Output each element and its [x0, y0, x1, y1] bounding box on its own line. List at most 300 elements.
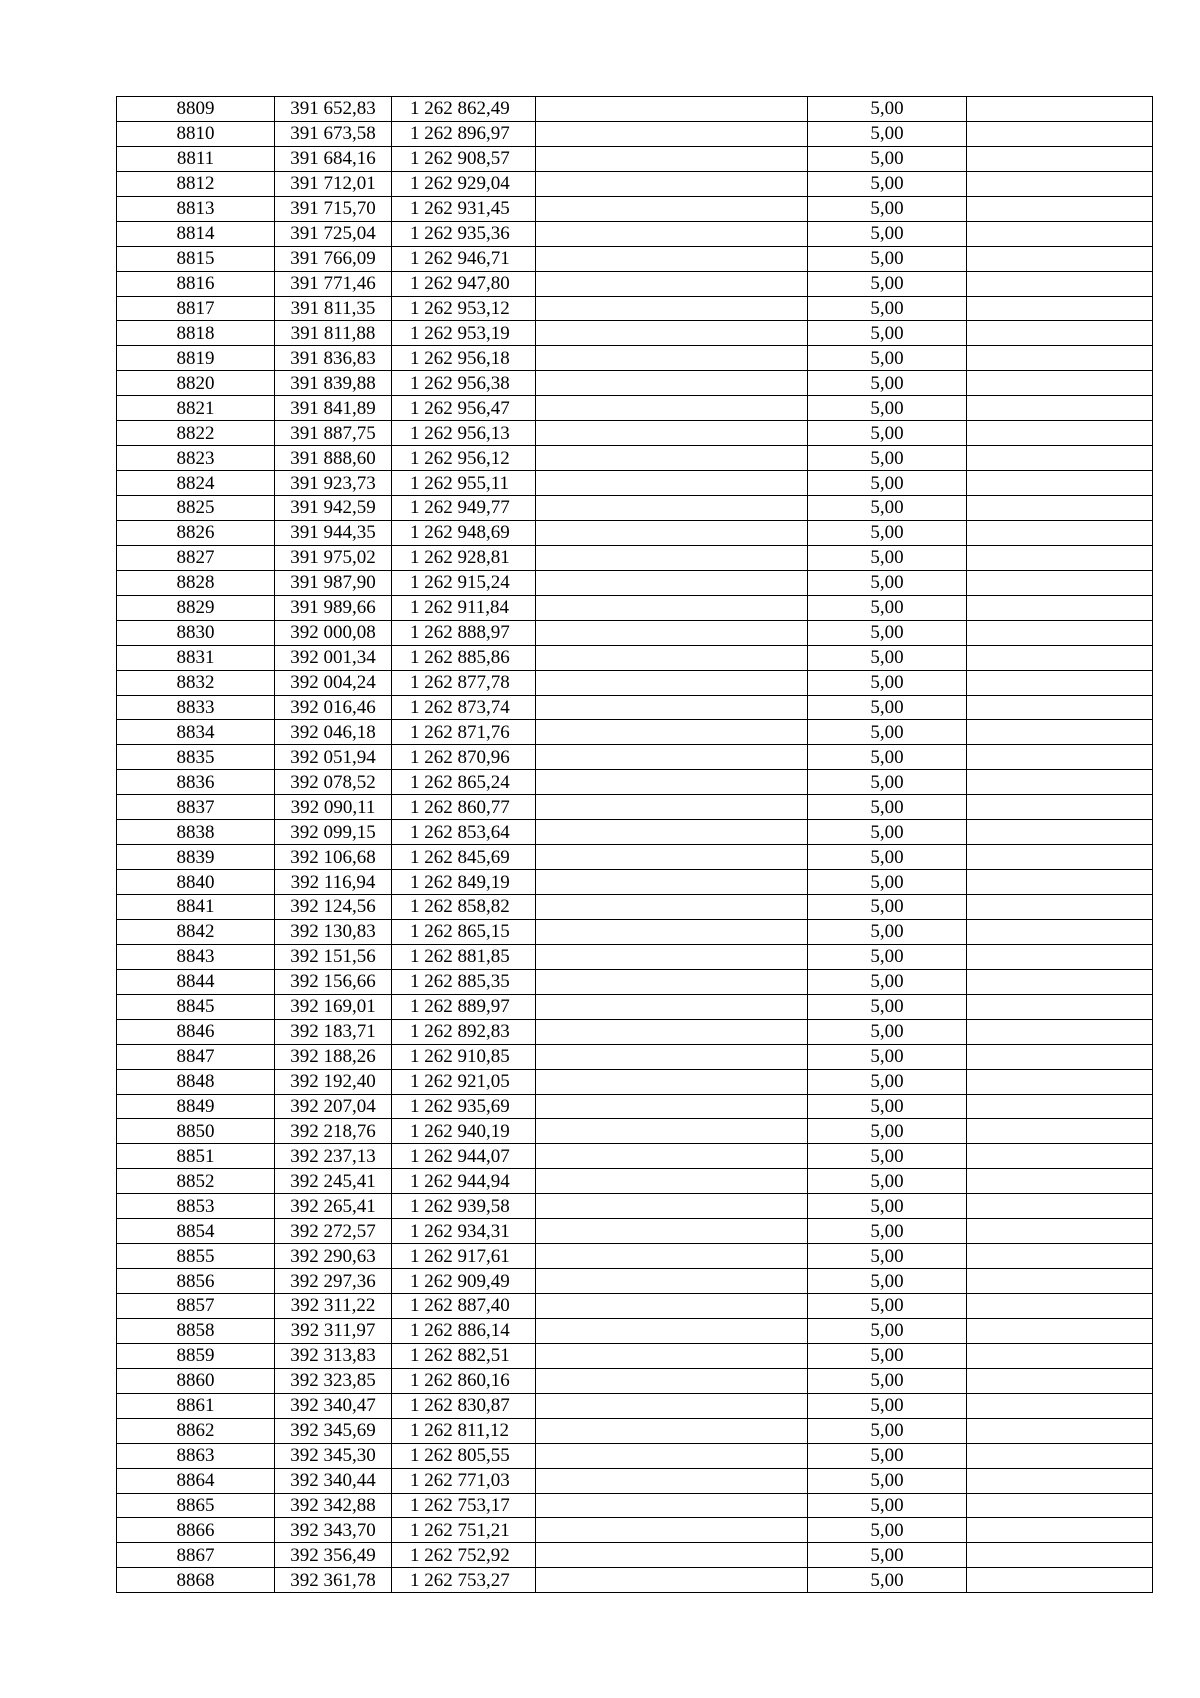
- point-number-cell: 8818: [117, 321, 275, 346]
- empty-cell: [536, 595, 808, 620]
- x-coordinate-cell: 391 766,09: [275, 246, 392, 271]
- empty-cell: [967, 1393, 1153, 1418]
- y-coordinate-cell: 1 262 751,21: [392, 1518, 536, 1543]
- table-row: [117, 1543, 1153, 1568]
- point-number-cell: 8831: [117, 645, 275, 670]
- x-coordinate-cell: 392 000,08: [275, 620, 392, 645]
- y-coordinate-cell: 1 262 953,12: [392, 296, 536, 321]
- x-coordinate-cell: 392 356,49: [275, 1543, 392, 1568]
- point-number-cell: 8852: [117, 1169, 275, 1194]
- point-number-cell: 8835: [117, 745, 275, 770]
- table-row: [117, 146, 1153, 171]
- point-number-cell: 8817: [117, 296, 275, 321]
- empty-cell: [967, 994, 1153, 1019]
- x-coordinate-cell: 391 888,60: [275, 446, 392, 471]
- empty-cell: [536, 895, 808, 920]
- y-coordinate-cell: 1 262 910,85: [392, 1044, 536, 1069]
- value-cell: 5,00: [808, 994, 967, 1019]
- value-cell: 5,00: [808, 969, 967, 994]
- value-cell: 5,00: [808, 346, 967, 371]
- x-coordinate-cell: 392 046,18: [275, 720, 392, 745]
- y-coordinate-cell: 1 262 885,35: [392, 969, 536, 994]
- empty-cell: [967, 595, 1153, 620]
- empty-cell: [967, 1144, 1153, 1169]
- empty-cell: [967, 446, 1153, 471]
- value-cell: 5,00: [808, 1169, 967, 1194]
- value-cell: 5,00: [808, 296, 967, 321]
- empty-cell: [536, 845, 808, 870]
- point-number-cell: 8813: [117, 196, 275, 221]
- x-coordinate-cell: 392 207,04: [275, 1094, 392, 1119]
- empty-cell: [967, 496, 1153, 521]
- empty-cell: [967, 1543, 1153, 1568]
- empty-cell: [967, 1518, 1153, 1543]
- table-row: [117, 969, 1153, 994]
- value-cell: 5,00: [808, 895, 967, 920]
- empty-cell: [536, 1343, 808, 1368]
- value-cell: 5,00: [808, 595, 967, 620]
- x-coordinate-cell: 391 989,66: [275, 595, 392, 620]
- value-cell: 5,00: [808, 146, 967, 171]
- value-cell: 5,00: [808, 321, 967, 346]
- table-row: [117, 545, 1153, 570]
- value-cell: 5,00: [808, 371, 967, 396]
- empty-cell: [536, 1368, 808, 1393]
- point-number-cell: 8862: [117, 1418, 275, 1443]
- value-cell: 5,00: [808, 944, 967, 969]
- x-coordinate-cell: 391 944,35: [275, 520, 392, 545]
- point-number-cell: 8845: [117, 994, 275, 1019]
- y-coordinate-cell: 1 262 862,49: [392, 97, 536, 122]
- table-body: [117, 97, 1153, 1593]
- value-cell: 5,00: [808, 1368, 967, 1393]
- table-row: [117, 1343, 1153, 1368]
- table-row: [117, 695, 1153, 720]
- value-cell: 5,00: [808, 745, 967, 770]
- value-cell: 5,00: [808, 1418, 967, 1443]
- y-coordinate-cell: 1 262 865,24: [392, 770, 536, 795]
- table-row: [117, 845, 1153, 870]
- y-coordinate-cell: 1 262 805,55: [392, 1443, 536, 1468]
- empty-cell: [967, 1019, 1153, 1044]
- point-number-cell: 8854: [117, 1219, 275, 1244]
- empty-cell: [967, 196, 1153, 221]
- x-coordinate-cell: 391 942,59: [275, 496, 392, 521]
- x-coordinate-cell: 391 923,73: [275, 471, 392, 496]
- table-row: [117, 321, 1153, 346]
- value-cell: 5,00: [808, 1518, 967, 1543]
- empty-cell: [967, 1119, 1153, 1144]
- empty-cell: [536, 371, 808, 396]
- y-coordinate-cell: 1 262 934,31: [392, 1219, 536, 1244]
- empty-cell: [536, 121, 808, 146]
- point-number-cell: 8821: [117, 396, 275, 421]
- point-number-cell: 8847: [117, 1044, 275, 1069]
- x-coordinate-cell: 392 188,26: [275, 1044, 392, 1069]
- value-cell: 5,00: [808, 1119, 967, 1144]
- table-row: [117, 1119, 1153, 1144]
- table-row: [117, 919, 1153, 944]
- value-cell: 5,00: [808, 246, 967, 271]
- y-coordinate-cell: 1 262 881,85: [392, 944, 536, 969]
- empty-cell: [536, 795, 808, 820]
- table-row: [117, 620, 1153, 645]
- empty-cell: [967, 1294, 1153, 1319]
- table-row: [117, 1219, 1153, 1244]
- y-coordinate-cell: 1 262 948,69: [392, 520, 536, 545]
- x-coordinate-cell: 392 237,13: [275, 1144, 392, 1169]
- x-coordinate-cell: 392 016,46: [275, 695, 392, 720]
- x-coordinate-cell: 392 151,56: [275, 944, 392, 969]
- table-row: [117, 1318, 1153, 1343]
- point-number-cell: 8856: [117, 1269, 275, 1294]
- x-coordinate-cell: 392 311,22: [275, 1294, 392, 1319]
- empty-cell: [967, 520, 1153, 545]
- value-cell: 5,00: [808, 670, 967, 695]
- x-coordinate-cell: 392 340,47: [275, 1393, 392, 1418]
- empty-cell: [536, 171, 808, 196]
- point-number-cell: 8838: [117, 820, 275, 845]
- value-cell: 5,00: [808, 795, 967, 820]
- x-coordinate-cell: 391 715,70: [275, 196, 392, 221]
- x-coordinate-cell: 392 272,57: [275, 1219, 392, 1244]
- x-coordinate-cell: 391 836,83: [275, 346, 392, 371]
- y-coordinate-cell: 1 262 956,38: [392, 371, 536, 396]
- x-coordinate-cell: 392 343,70: [275, 1518, 392, 1543]
- value-cell: 5,00: [808, 1568, 967, 1593]
- point-number-cell: 8839: [117, 845, 275, 870]
- x-coordinate-cell: 391 841,89: [275, 396, 392, 421]
- table-row: [117, 1169, 1153, 1194]
- point-number-cell: 8850: [117, 1119, 275, 1144]
- table-row: [117, 795, 1153, 820]
- x-coordinate-cell: 392 090,11: [275, 795, 392, 820]
- empty-cell: [536, 745, 808, 770]
- x-coordinate-cell: 392 169,01: [275, 994, 392, 1019]
- y-coordinate-cell: 1 262 853,64: [392, 820, 536, 845]
- table-row: [117, 1144, 1153, 1169]
- empty-cell: [536, 1393, 808, 1418]
- empty-cell: [967, 1044, 1153, 1069]
- x-coordinate-cell: 392 183,71: [275, 1019, 392, 1044]
- table-row: [117, 1468, 1153, 1493]
- table-row: [117, 870, 1153, 895]
- point-number-cell: 8855: [117, 1244, 275, 1269]
- empty-cell: [967, 1194, 1153, 1219]
- value-cell: 5,00: [808, 1393, 967, 1418]
- empty-cell: [967, 396, 1153, 421]
- value-cell: 5,00: [808, 1269, 967, 1294]
- x-coordinate-cell: 392 265,41: [275, 1194, 392, 1219]
- x-coordinate-cell: 392 106,68: [275, 845, 392, 870]
- value-cell: 5,00: [808, 396, 967, 421]
- empty-cell: [967, 1244, 1153, 1269]
- empty-cell: [536, 346, 808, 371]
- y-coordinate-cell: 1 262 860,77: [392, 795, 536, 820]
- point-number-cell: 8846: [117, 1019, 275, 1044]
- x-coordinate-cell: 391 839,88: [275, 371, 392, 396]
- empty-cell: [967, 720, 1153, 745]
- empty-cell: [536, 396, 808, 421]
- point-number-cell: 8833: [117, 695, 275, 720]
- y-coordinate-cell: 1 262 940,19: [392, 1119, 536, 1144]
- empty-cell: [967, 645, 1153, 670]
- table-row: [117, 1019, 1153, 1044]
- table-row: [117, 745, 1153, 770]
- y-coordinate-cell: 1 262 935,69: [392, 1094, 536, 1119]
- point-number-cell: 8851: [117, 1144, 275, 1169]
- empty-cell: [536, 1269, 808, 1294]
- x-coordinate-cell: 392 313,83: [275, 1343, 392, 1368]
- point-number-cell: 8828: [117, 570, 275, 595]
- value-cell: 5,00: [808, 471, 967, 496]
- x-coordinate-cell: 391 652,83: [275, 97, 392, 122]
- empty-cell: [967, 221, 1153, 246]
- point-number-cell: 8826: [117, 520, 275, 545]
- y-coordinate-cell: 1 262 911,84: [392, 595, 536, 620]
- empty-cell: [967, 670, 1153, 695]
- x-coordinate-cell: 391 771,46: [275, 271, 392, 296]
- empty-cell: [536, 97, 808, 122]
- table-row: [117, 1568, 1153, 1593]
- empty-cell: [967, 321, 1153, 346]
- value-cell: 5,00: [808, 1343, 967, 1368]
- y-coordinate-cell: 1 262 929,04: [392, 171, 536, 196]
- y-coordinate-cell: 1 262 771,03: [392, 1468, 536, 1493]
- table-row: [117, 371, 1153, 396]
- point-number-cell: 8811: [117, 146, 275, 171]
- x-coordinate-cell: 391 811,35: [275, 296, 392, 321]
- y-coordinate-cell: 1 262 811,12: [392, 1418, 536, 1443]
- value-cell: 5,00: [808, 545, 967, 570]
- point-number-cell: 8843: [117, 944, 275, 969]
- x-coordinate-cell: 392 245,41: [275, 1169, 392, 1194]
- y-coordinate-cell: 1 262 860,16: [392, 1368, 536, 1393]
- y-coordinate-cell: 1 262 887,40: [392, 1294, 536, 1319]
- empty-cell: [536, 421, 808, 446]
- coordinates-table: [116, 96, 1153, 1593]
- point-number-cell: 8864: [117, 1468, 275, 1493]
- x-coordinate-cell: 391 712,01: [275, 171, 392, 196]
- point-number-cell: 8842: [117, 919, 275, 944]
- empty-cell: [967, 770, 1153, 795]
- x-coordinate-cell: 391 673,58: [275, 121, 392, 146]
- table-row: [117, 396, 1153, 421]
- empty-cell: [967, 371, 1153, 396]
- x-coordinate-cell: 392 297,36: [275, 1269, 392, 1294]
- table-row: [117, 97, 1153, 122]
- value-cell: 5,00: [808, 1468, 967, 1493]
- y-coordinate-cell: 1 262 921,05: [392, 1069, 536, 1094]
- empty-cell: [536, 1219, 808, 1244]
- value-cell: 5,00: [808, 446, 967, 471]
- value-cell: 5,00: [808, 97, 967, 122]
- empty-cell: [536, 1568, 808, 1593]
- value-cell: 5,00: [808, 1493, 967, 1518]
- x-coordinate-cell: 392 156,66: [275, 969, 392, 994]
- table-row: [117, 196, 1153, 221]
- table-row: [117, 720, 1153, 745]
- point-number-cell: 8832: [117, 670, 275, 695]
- empty-cell: [536, 146, 808, 171]
- empty-cell: [967, 296, 1153, 321]
- empty-cell: [967, 1318, 1153, 1343]
- empty-cell: [536, 770, 808, 795]
- point-number-cell: 8819: [117, 346, 275, 371]
- point-number-cell: 8830: [117, 620, 275, 645]
- y-coordinate-cell: 1 262 935,36: [392, 221, 536, 246]
- empty-cell: [536, 520, 808, 545]
- y-coordinate-cell: 1 262 928,81: [392, 545, 536, 570]
- y-coordinate-cell: 1 262 885,86: [392, 645, 536, 670]
- y-coordinate-cell: 1 262 931,45: [392, 196, 536, 221]
- y-coordinate-cell: 1 262 877,78: [392, 670, 536, 695]
- y-coordinate-cell: 1 262 956,12: [392, 446, 536, 471]
- empty-cell: [536, 196, 808, 221]
- empty-cell: [967, 1443, 1153, 1468]
- value-cell: 5,00: [808, 1044, 967, 1069]
- y-coordinate-cell: 1 262 956,47: [392, 396, 536, 421]
- empty-cell: [967, 346, 1153, 371]
- y-coordinate-cell: 1 262 886,14: [392, 1318, 536, 1343]
- value-cell: 5,00: [808, 1318, 967, 1343]
- table-row: [117, 171, 1153, 196]
- empty-cell: [536, 1294, 808, 1319]
- empty-cell: [536, 296, 808, 321]
- table-row: [117, 1269, 1153, 1294]
- table-row: [117, 1443, 1153, 1468]
- empty-cell: [967, 1269, 1153, 1294]
- x-coordinate-cell: 392 290,63: [275, 1244, 392, 1269]
- x-coordinate-cell: 392 099,15: [275, 820, 392, 845]
- empty-cell: [536, 1443, 808, 1468]
- point-number-cell: 8810: [117, 121, 275, 146]
- value-cell: 5,00: [808, 221, 967, 246]
- table-row: [117, 770, 1153, 795]
- empty-cell: [536, 321, 808, 346]
- empty-cell: [536, 1144, 808, 1169]
- empty-cell: [967, 121, 1153, 146]
- y-coordinate-cell: 1 262 953,19: [392, 321, 536, 346]
- y-coordinate-cell: 1 262 915,24: [392, 570, 536, 595]
- value-cell: 5,00: [808, 520, 967, 545]
- point-number-cell: 8866: [117, 1518, 275, 1543]
- empty-cell: [536, 919, 808, 944]
- point-number-cell: 8868: [117, 1568, 275, 1593]
- value-cell: 5,00: [808, 720, 967, 745]
- point-number-cell: 8829: [117, 595, 275, 620]
- point-number-cell: 8820: [117, 371, 275, 396]
- table-row: [117, 1418, 1153, 1443]
- table-row: [117, 1518, 1153, 1543]
- point-number-cell: 8825: [117, 496, 275, 521]
- empty-cell: [536, 1318, 808, 1343]
- table-row: [117, 1194, 1153, 1219]
- empty-cell: [536, 1169, 808, 1194]
- empty-cell: [536, 1418, 808, 1443]
- y-coordinate-cell: 1 262 939,58: [392, 1194, 536, 1219]
- y-coordinate-cell: 1 262 949,77: [392, 496, 536, 521]
- x-coordinate-cell: 392 340,44: [275, 1468, 392, 1493]
- empty-cell: [536, 221, 808, 246]
- empty-cell: [967, 919, 1153, 944]
- empty-cell: [967, 870, 1153, 895]
- empty-cell: [967, 620, 1153, 645]
- x-coordinate-cell: 392 323,85: [275, 1368, 392, 1393]
- x-coordinate-cell: 392 004,24: [275, 670, 392, 695]
- empty-cell: [536, 1044, 808, 1069]
- table-row: [117, 895, 1153, 920]
- empty-cell: [967, 944, 1153, 969]
- value-cell: 5,00: [808, 1019, 967, 1044]
- empty-cell: [536, 1518, 808, 1543]
- y-coordinate-cell: 1 262 845,69: [392, 845, 536, 870]
- table-row: [117, 595, 1153, 620]
- y-coordinate-cell: 1 262 858,82: [392, 895, 536, 920]
- point-number-cell: 8824: [117, 471, 275, 496]
- y-coordinate-cell: 1 262 888,97: [392, 620, 536, 645]
- empty-cell: [536, 969, 808, 994]
- point-number-cell: 8836: [117, 770, 275, 795]
- value-cell: 5,00: [808, 620, 967, 645]
- empty-cell: [536, 870, 808, 895]
- table-row: [117, 221, 1153, 246]
- y-coordinate-cell: 1 262 753,17: [392, 1493, 536, 1518]
- empty-cell: [967, 1094, 1153, 1119]
- table-row: [117, 820, 1153, 845]
- table-row: [117, 346, 1153, 371]
- empty-cell: [967, 820, 1153, 845]
- value-cell: 5,00: [808, 645, 967, 670]
- y-coordinate-cell: 1 262 892,83: [392, 1019, 536, 1044]
- value-cell: 5,00: [808, 496, 967, 521]
- table-row: [117, 1069, 1153, 1094]
- empty-cell: [536, 1468, 808, 1493]
- empty-cell: [536, 695, 808, 720]
- y-coordinate-cell: 1 262 889,97: [392, 994, 536, 1019]
- table-row: [117, 271, 1153, 296]
- table-row: [117, 670, 1153, 695]
- empty-cell: [967, 795, 1153, 820]
- point-number-cell: 8865: [117, 1493, 275, 1518]
- point-number-cell: 8859: [117, 1343, 275, 1368]
- empty-cell: [967, 171, 1153, 196]
- y-coordinate-cell: 1 262 870,96: [392, 745, 536, 770]
- value-cell: 5,00: [808, 1144, 967, 1169]
- value-cell: 5,00: [808, 919, 967, 944]
- table-row: [117, 1044, 1153, 1069]
- table-row: [117, 1294, 1153, 1319]
- empty-cell: [536, 246, 808, 271]
- value-cell: 5,00: [808, 421, 967, 446]
- empty-cell: [967, 471, 1153, 496]
- value-cell: 5,00: [808, 695, 967, 720]
- table-row: [117, 246, 1153, 271]
- empty-cell: [967, 969, 1153, 994]
- y-coordinate-cell: 1 262 956,18: [392, 346, 536, 371]
- value-cell: 5,00: [808, 1543, 967, 1568]
- empty-cell: [536, 1493, 808, 1518]
- point-number-cell: 8844: [117, 969, 275, 994]
- table-row: [117, 520, 1153, 545]
- point-number-cell: 8849: [117, 1094, 275, 1119]
- table-row: [117, 496, 1153, 521]
- x-coordinate-cell: 392 130,83: [275, 919, 392, 944]
- x-coordinate-cell: 392 001,34: [275, 645, 392, 670]
- table-row: [117, 1244, 1153, 1269]
- value-cell: 5,00: [808, 845, 967, 870]
- table-row: [117, 944, 1153, 969]
